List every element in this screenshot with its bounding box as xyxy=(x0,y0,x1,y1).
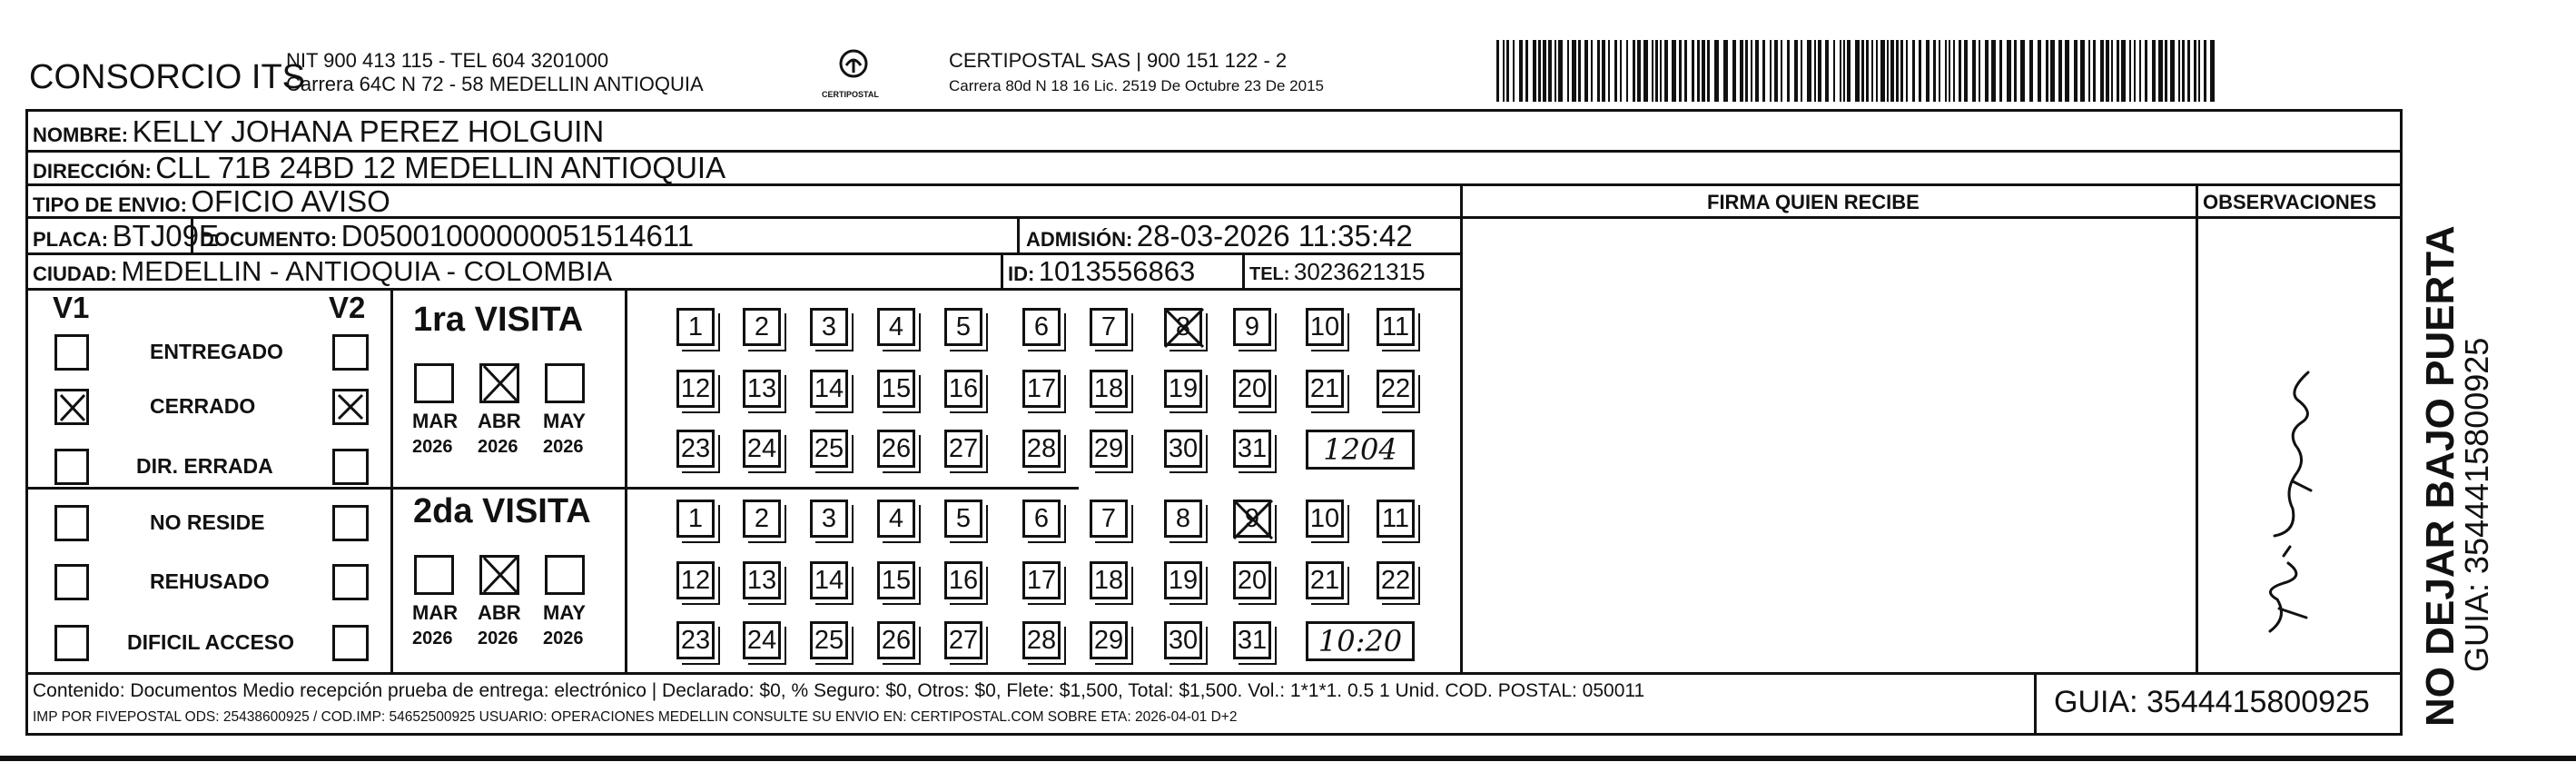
day-number: 26 xyxy=(881,433,912,463)
tipo-row xyxy=(33,186,390,216)
day-number: 20 xyxy=(1237,565,1268,595)
day-4-box[interactable] xyxy=(877,308,915,346)
day-number: 10 xyxy=(1309,312,1340,341)
status-label: CERRADO xyxy=(150,394,256,418)
day-3-box[interactable] xyxy=(810,308,848,346)
day-number: 21 xyxy=(1309,373,1340,403)
side-guia: GUIA: 3544415800925 xyxy=(2458,337,2495,672)
day-number: 15 xyxy=(881,565,912,595)
day-number: 4 xyxy=(888,312,904,341)
day-number: 22 xyxy=(1380,565,1411,595)
day-number: 25 xyxy=(814,433,844,463)
side-warning: NO DEJAR BAJO PUERTA xyxy=(2418,225,2462,727)
day-number: 3 xyxy=(821,312,837,341)
carrier-address: Carrera 80d N 18 16 Lic. 2519 De Octubre 23 De 2015 xyxy=(949,77,1324,94)
v2-cerrado-checkbox[interactable] xyxy=(332,389,369,425)
day-24-box[interactable] xyxy=(743,621,781,659)
day-27-box[interactable] xyxy=(944,621,982,659)
day-31-box[interactable] xyxy=(1233,430,1271,468)
day-28-box[interactable] xyxy=(1022,430,1061,468)
documento-row xyxy=(200,221,694,251)
day-10-box[interactable] xyxy=(1306,308,1344,346)
status-label: NO RESIDE xyxy=(150,510,265,534)
month-mar-checkbox[interactable] xyxy=(414,363,454,403)
day-number: 11 xyxy=(1381,312,1410,341)
day-6-box[interactable] xyxy=(1022,308,1061,346)
day-2-box[interactable] xyxy=(743,308,781,346)
v1-no-reside-checkbox[interactable] xyxy=(54,505,89,541)
month-year-label: 2026 xyxy=(543,628,584,648)
day-28-box[interactable] xyxy=(1022,621,1061,659)
day-number: 9 xyxy=(1244,503,1260,533)
day-number: 17 xyxy=(1026,565,1057,595)
day-8-box[interactable] xyxy=(1164,500,1202,538)
second-visit-title: 2da VISITA xyxy=(413,492,591,530)
day-5-box[interactable] xyxy=(944,500,982,538)
ciudad-label: CIUDAD: xyxy=(33,262,117,285)
day-number: 24 xyxy=(746,433,777,463)
day-24-box[interactable] xyxy=(743,430,781,468)
placa-value: BTJ09E xyxy=(112,219,219,252)
day-number: 8 xyxy=(1175,312,1191,341)
day-19-box[interactable] xyxy=(1164,370,1202,408)
day-31-box[interactable] xyxy=(1233,621,1271,659)
day-26-box[interactable] xyxy=(877,430,915,468)
day-20-box[interactable] xyxy=(1233,561,1271,599)
day-number: 18 xyxy=(1093,565,1124,595)
barcode xyxy=(1496,40,2221,102)
id-row xyxy=(1008,257,1195,285)
day-number: 29 xyxy=(1093,433,1124,463)
day-5-box[interactable] xyxy=(944,308,982,346)
month-label: MAR xyxy=(412,601,459,624)
day-7-box[interactable] xyxy=(1090,308,1128,346)
day-17-box[interactable] xyxy=(1022,561,1061,599)
v2-entregado-checkbox[interactable] xyxy=(332,334,369,371)
day-22-box[interactable] xyxy=(1377,561,1415,599)
day-29-box[interactable] xyxy=(1090,621,1128,659)
tel-label: TEL: xyxy=(1249,264,1290,284)
nombre-value: KELLY JOHANA PEREZ HOLGUIN xyxy=(132,114,605,148)
day-12-box[interactable] xyxy=(676,561,715,599)
month-label: ABR xyxy=(478,410,521,432)
footer-guia: GUIA: 3544415800925 xyxy=(2054,685,2370,719)
company-nit: NIT 900 413 115 - TEL 604 3201000 xyxy=(286,49,609,72)
v2-header: V2 xyxy=(329,291,366,324)
footer-contenido: Contenido: Documentos Medio recepción prueba de entrega: electrónico | Declarado: $0, % Seguro: $0, Otros: $0, Flete: $1,500, Total: $1,500. Vol.: 1*1*1. 0.5 1 Unid. COD. POSTAL: 050011 xyxy=(33,680,1645,701)
day-22-box[interactable] xyxy=(1377,370,1415,408)
day-3-box[interactable] xyxy=(810,500,848,538)
day-19-box[interactable] xyxy=(1164,561,1202,599)
day-number: 9 xyxy=(1244,312,1260,341)
day-26-box[interactable] xyxy=(877,621,915,659)
day-1-box[interactable] xyxy=(676,500,715,538)
day-number: 13 xyxy=(746,373,777,403)
month-may-checkbox[interactable] xyxy=(545,363,585,403)
id-value: 1013556863 xyxy=(1038,255,1196,287)
month-label: MAR xyxy=(412,410,459,432)
day-number: 16 xyxy=(948,565,979,595)
day-number: 21 xyxy=(1309,565,1340,595)
tipo-label: TIPO DE ENVIO: xyxy=(33,193,187,216)
status-label: ENTREGADO xyxy=(150,340,283,363)
day-25-box[interactable] xyxy=(810,430,848,468)
day-9-box[interactable] xyxy=(1233,308,1271,346)
signature-area[interactable] xyxy=(1460,252,2196,672)
day-number: 31 xyxy=(1237,625,1268,655)
day-25-box[interactable] xyxy=(810,621,848,659)
month-may-checkbox[interactable] xyxy=(545,555,585,595)
second-visit-time[interactable]: 10:20 xyxy=(1306,621,1415,661)
v2-rehusado-checkbox[interactable] xyxy=(332,564,369,600)
observaciones-header: OBSERVACIONES xyxy=(2203,191,2377,213)
day-15-box[interactable] xyxy=(877,370,915,408)
day-number: 7 xyxy=(1100,503,1117,533)
day-number: 29 xyxy=(1093,625,1124,655)
admision-row xyxy=(1026,221,1413,251)
day-number: 18 xyxy=(1093,373,1124,403)
firma-header: FIRMA QUIEN RECIBE xyxy=(1707,191,1920,213)
day-6-box[interactable] xyxy=(1022,500,1061,538)
day-number: 12 xyxy=(680,565,711,595)
v1-cerrado-checkbox[interactable] xyxy=(54,389,89,425)
month-label: MAY xyxy=(543,410,586,432)
status-label: DIFICIL ACCESO xyxy=(127,630,295,654)
day-number: 15 xyxy=(881,373,912,403)
admision-value: 28-03-2026 11:35:42 xyxy=(1136,219,1413,252)
month-label: MAY xyxy=(543,601,586,624)
month-year-label: 2026 xyxy=(543,437,584,457)
day-8-box[interactable] xyxy=(1164,308,1202,346)
day-number: 25 xyxy=(814,625,844,655)
v1-rehusado-checkbox[interactable] xyxy=(54,564,89,600)
day-number: 27 xyxy=(948,625,979,655)
day-number: 16 xyxy=(948,373,979,403)
id-label: ID: xyxy=(1008,262,1035,285)
day-15-box[interactable] xyxy=(877,561,915,599)
day-16-box[interactable] xyxy=(944,370,982,408)
tel-value: 3023621315 xyxy=(1293,258,1426,285)
company-address: Carrera 64C N 72 - 58 MEDELLIN ANTIOQUIA xyxy=(286,73,704,95)
day-29-box[interactable] xyxy=(1090,430,1128,468)
day-number: 30 xyxy=(1168,625,1199,655)
day-number: 22 xyxy=(1380,373,1411,403)
direccion-row xyxy=(33,153,725,183)
month-year-label: 2026 xyxy=(478,628,518,648)
nombre-label: NOMBRE: xyxy=(33,124,129,146)
status-label: REHUSADO xyxy=(150,569,270,593)
day-number: 6 xyxy=(1033,503,1050,533)
day-number: 13 xyxy=(746,565,777,595)
ciudad-value: MEDELLIN - ANTIOQUIA - COLOMBIA xyxy=(121,255,613,287)
day-27-box[interactable] xyxy=(944,430,982,468)
placa-row xyxy=(33,221,219,251)
month-label: ABR xyxy=(478,601,521,624)
day-number: 23 xyxy=(680,433,711,463)
day-number: 30 xyxy=(1168,433,1199,463)
day-23-box[interactable] xyxy=(676,621,715,659)
v1-dir-errada-checkbox[interactable] xyxy=(54,449,89,485)
day-number: 23 xyxy=(680,625,711,655)
day-18-box[interactable] xyxy=(1090,370,1128,408)
day-number: 7 xyxy=(1100,312,1117,341)
day-16-box[interactable] xyxy=(944,561,982,599)
company-name: CONSORCIO ITS xyxy=(29,58,306,96)
v1-entregado-checkbox[interactable] xyxy=(54,334,89,371)
day-number: 5 xyxy=(955,503,972,533)
day-number: 5 xyxy=(955,312,972,341)
day-number: 19 xyxy=(1168,565,1199,595)
month-year-label: 2026 xyxy=(412,628,453,648)
month-year-label: 2026 xyxy=(478,437,518,457)
status-label: DIR. ERRADA xyxy=(136,454,273,478)
day-number: 28 xyxy=(1026,433,1057,463)
day-number: 20 xyxy=(1237,373,1268,403)
day-number: 2 xyxy=(754,312,770,341)
day-4-box[interactable] xyxy=(877,500,915,538)
day-number: 26 xyxy=(881,625,912,655)
direccion-value: CLL 71B 24BD 12 MEDELLIN ANTIOQUIA xyxy=(155,151,726,184)
day-9-box[interactable] xyxy=(1233,500,1271,538)
day-number: 2 xyxy=(754,503,770,533)
day-30-box[interactable] xyxy=(1164,621,1202,659)
admision-label: ADMISIÓN: xyxy=(1026,228,1133,251)
day-7-box[interactable] xyxy=(1090,500,1128,538)
day-17-box[interactable] xyxy=(1022,370,1061,408)
day-number: 4 xyxy=(888,503,904,533)
day-number: 11 xyxy=(1381,503,1410,533)
v2-dificil-acceso-checkbox[interactable] xyxy=(332,625,369,661)
day-number: 14 xyxy=(814,373,844,403)
day-18-box[interactable] xyxy=(1090,561,1128,599)
day-number: 24 xyxy=(746,625,777,655)
day-12-box[interactable] xyxy=(676,370,715,408)
nombre-row xyxy=(33,116,604,146)
day-number: 14 xyxy=(814,565,844,595)
v2-dir-errada-checkbox[interactable] xyxy=(332,449,369,485)
day-11-box[interactable] xyxy=(1377,308,1415,346)
month-abr-checkbox[interactable] xyxy=(479,555,519,595)
day-20-box[interactable] xyxy=(1233,370,1271,408)
direccion-label: DIRECCIÓN: xyxy=(33,160,152,183)
day-21-box[interactable] xyxy=(1306,370,1344,408)
v1-dificil-acceso-checkbox[interactable] xyxy=(54,625,89,661)
day-number: 17 xyxy=(1026,373,1057,403)
day-number: 1 xyxy=(687,503,704,533)
certipostal-logo-icon xyxy=(826,45,881,96)
first-visit-time[interactable]: 1204 xyxy=(1306,430,1415,470)
day-number: 8 xyxy=(1175,503,1191,533)
month-year-label: 2026 xyxy=(412,437,453,457)
day-10-box[interactable] xyxy=(1306,500,1344,538)
day-number: 28 xyxy=(1026,625,1057,655)
day-1-box[interactable] xyxy=(676,308,715,346)
v1-header: V1 xyxy=(53,291,90,324)
day-13-box[interactable] xyxy=(743,370,781,408)
observaciones-handwriting xyxy=(2243,345,2343,645)
day-number: 10 xyxy=(1309,503,1340,533)
ciudad-row xyxy=(33,257,612,285)
tipo-value: OFICIO AVISO xyxy=(191,184,390,218)
day-number: 12 xyxy=(680,373,711,403)
side-text-area xyxy=(2418,109,2495,745)
day-30-box[interactable] xyxy=(1164,430,1202,468)
documento-label: DOCUMENTO: xyxy=(200,228,338,251)
day-2-box[interactable] xyxy=(743,500,781,538)
day-number: 31 xyxy=(1237,433,1268,463)
day-13-box[interactable] xyxy=(743,561,781,599)
tel-row xyxy=(1249,260,1426,283)
logo-text: CERTIPOSTAL xyxy=(822,90,879,99)
day-14-box[interactable] xyxy=(810,370,848,408)
day-number: 6 xyxy=(1033,312,1050,341)
day-23-box[interactable] xyxy=(676,430,715,468)
footer-imp: IMP POR FIVEPOSTAL ODS: 25438600925 / COD.IMP: 54652500925 USUARIO: OPERACIONES MEDELLIN CONSULTE SU ENVIO EN: CERTIPOSTAL.COM SOBRE ETA: 2026-04-01 D+2 xyxy=(33,709,1238,725)
placa-label: PLACA: xyxy=(33,228,109,251)
month-abr-checkbox[interactable] xyxy=(479,363,519,403)
month-mar-checkbox[interactable] xyxy=(414,555,454,595)
v2-no-reside-checkbox[interactable] xyxy=(332,505,369,541)
carrier-name: CERTIPOSTAL SAS | 900 151 122 - 2 xyxy=(949,49,1288,72)
day-number: 19 xyxy=(1168,373,1199,403)
day-number: 1 xyxy=(687,312,704,341)
day-number: 27 xyxy=(948,433,979,463)
day-21-box[interactable] xyxy=(1306,561,1344,599)
documento-value: D05001000000051514611 xyxy=(341,219,695,252)
first-visit-title: 1ra VISITA xyxy=(413,301,584,339)
day-number: 3 xyxy=(821,503,837,533)
day-11-box[interactable] xyxy=(1377,500,1415,538)
day-14-box[interactable] xyxy=(810,561,848,599)
